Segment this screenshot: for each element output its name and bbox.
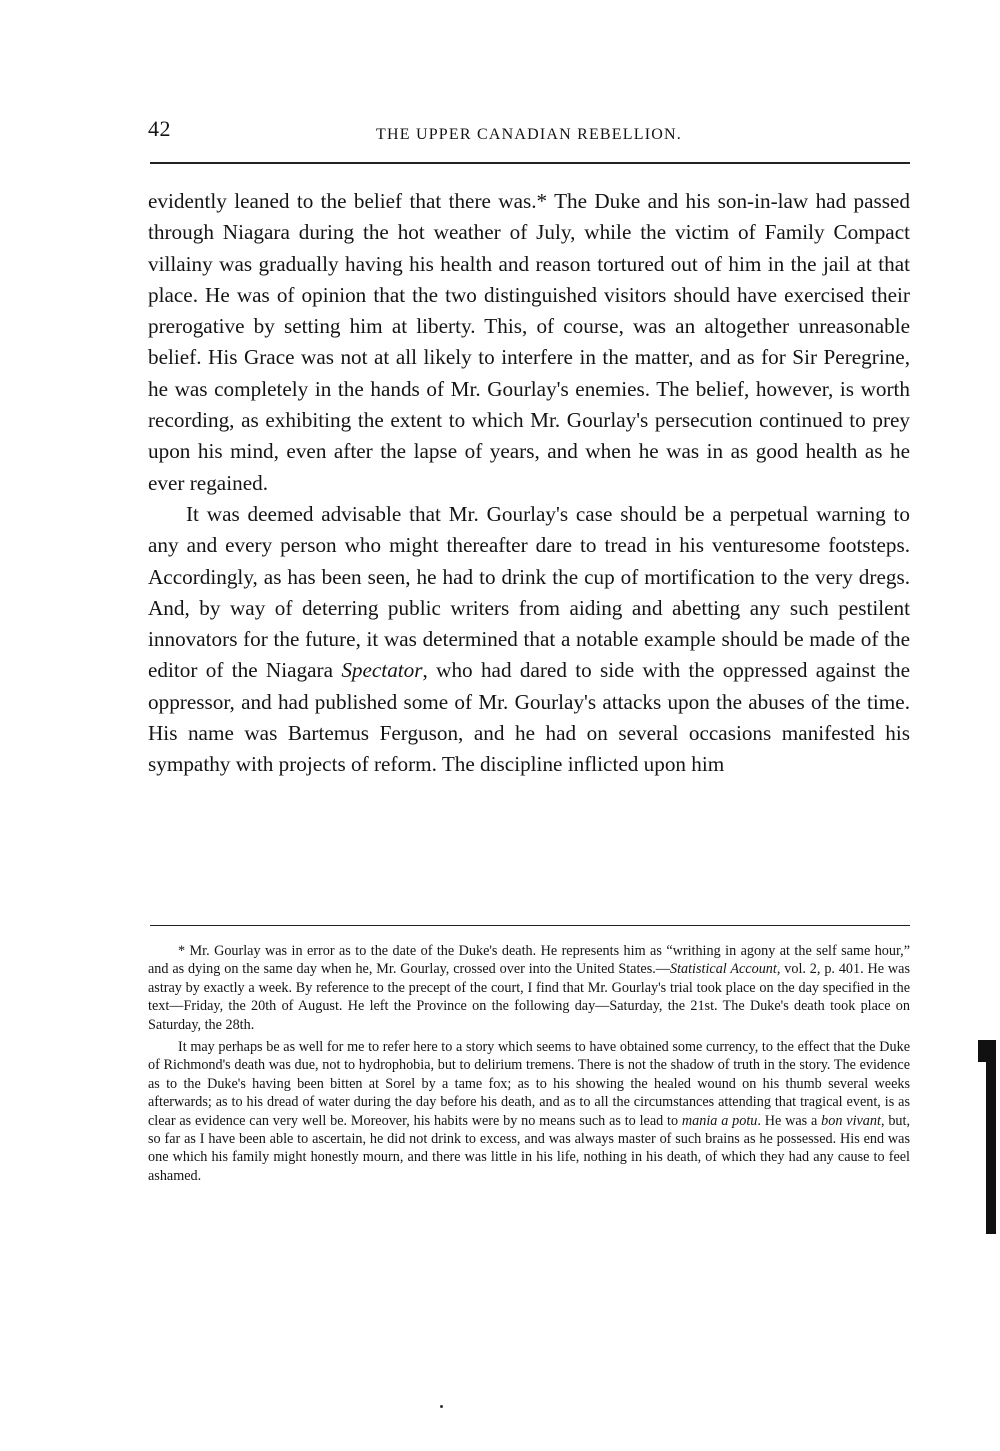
footnote-1: [148, 942, 910, 1034]
scan-speck: [440, 1405, 443, 1408]
main-text: [148, 186, 910, 781]
scan-edge-mark: [986, 1040, 996, 1234]
page-number: 42: [148, 116, 171, 141]
running-head: THE UPPER CANADIAN REBELLION.: [376, 126, 682, 143]
paragraph-1-text: evidently leaned to the belief that there was.* The Duke and his son-in-law had passed through Niagara during the hot weather of July, while the victim of Family Compact villainy was gradually having his health and reason tortured out of him in the jail at that place. He was of opinion that the two distinguished visitors should have exercised their prerogative by setting him at liberty. This, of course, was an altogether unreasonable belief. His Grace was not at all likely to interfere in the matter, and as for Sir Peregrine, he was completely in the hands of Mr. Gourlay's enemies. The belief, however, is worth recording, as exhibiting the extent to which Mr. Gourlay's persecution continued to prey upon his mind, even after the lapse of years, and when he was in as good health as he ever regained.: [148, 189, 910, 495]
footnotes: [148, 942, 910, 1185]
paragraph-2-text-a: It was deemed advisable that Mr. Gourlay's case should be a perpetual warning to any and every person who might thereafter dare to tread in his venturesome footsteps. Accordingly, as has been seen, he had to drink the cup of mortification to the very dregs. And, by way of deterring public writers from aiding and abetting any such pestilent innovators for the future, it was determined that a notable example should be made of the editor of the Niagara: [148, 501, 910, 683]
paragraph-2: [148, 499, 910, 781]
paragraph-1: [148, 186, 910, 499]
header-rule: [150, 162, 910, 164]
footnote-2-text-c: , but, so far as I have been able to ascertain, he did not drink to excess, and was always master of such brains as he possessed. His end was one which his family might honestly mourn, and there was little in his life, nothing in his death, of which they had any cause to feel ashamed.: [148, 1112, 910, 1184]
footnote-2-italic-2: bon vivant: [821, 1112, 881, 1129]
paragraph-2-text-b: , who had dared to side with the oppressed against the oppressor, and had published some of Mr. Gourlay's attacks upon the abuses of the time. His name was Bartemus Ferguson, and he had on several occasions manifested his sympathy with projects of reform. The discipline inflicted upon him: [148, 658, 910, 777]
footnote-1-italic: Statistical Account: [669, 961, 777, 978]
footnote-2: [148, 1038, 910, 1185]
footnote-2-text-a: It may perhaps be as well for me to refer here to a story which seems to have obtained some currency, to the effect that the Duke of Richmond's death was due, not to hydrophobia, but to delirium tremens. There is not the shadow of truth in the story. The evidence as to the Duke's having been bitten at Sorel by a tame fox; as to his showing the healed wound on his thumb several weeks afterwards; as to his dread of water during the day before his death, and as to all the circumstances attending that tragical event, is as clear as evidence can very well be. Moreover, his habits were by no means such as to lead to: [148, 1039, 910, 1129]
paragraph-2-italic: Spectator: [341, 658, 423, 683]
footnote-2-italic-1: mania a potu: [681, 1112, 758, 1129]
page-header: [148, 112, 910, 152]
footnote-rule: [150, 925, 910, 926]
footnote-2-text-b: . He was a: [757, 1112, 822, 1129]
footnote-1-text-b: , vol. 2, p. 401. He was astray by exactly a week. By reference to the precept of the court, I find that Mr. Gourlay's trial took place on the day specified in the text—Friday, the 20th of August. He left the Province on the following day—Saturday, the 21st. The Duke's death took place on Saturday, the 28th.: [148, 961, 911, 1033]
footnote-1-text-a: * Mr. Gourlay was in error as to the date of the Duke's death. He represents him as “writhing in agony at the self same hour,” and as dying on the same day when he, Mr. Gourlay, crossed over into the United States.—: [148, 943, 910, 978]
